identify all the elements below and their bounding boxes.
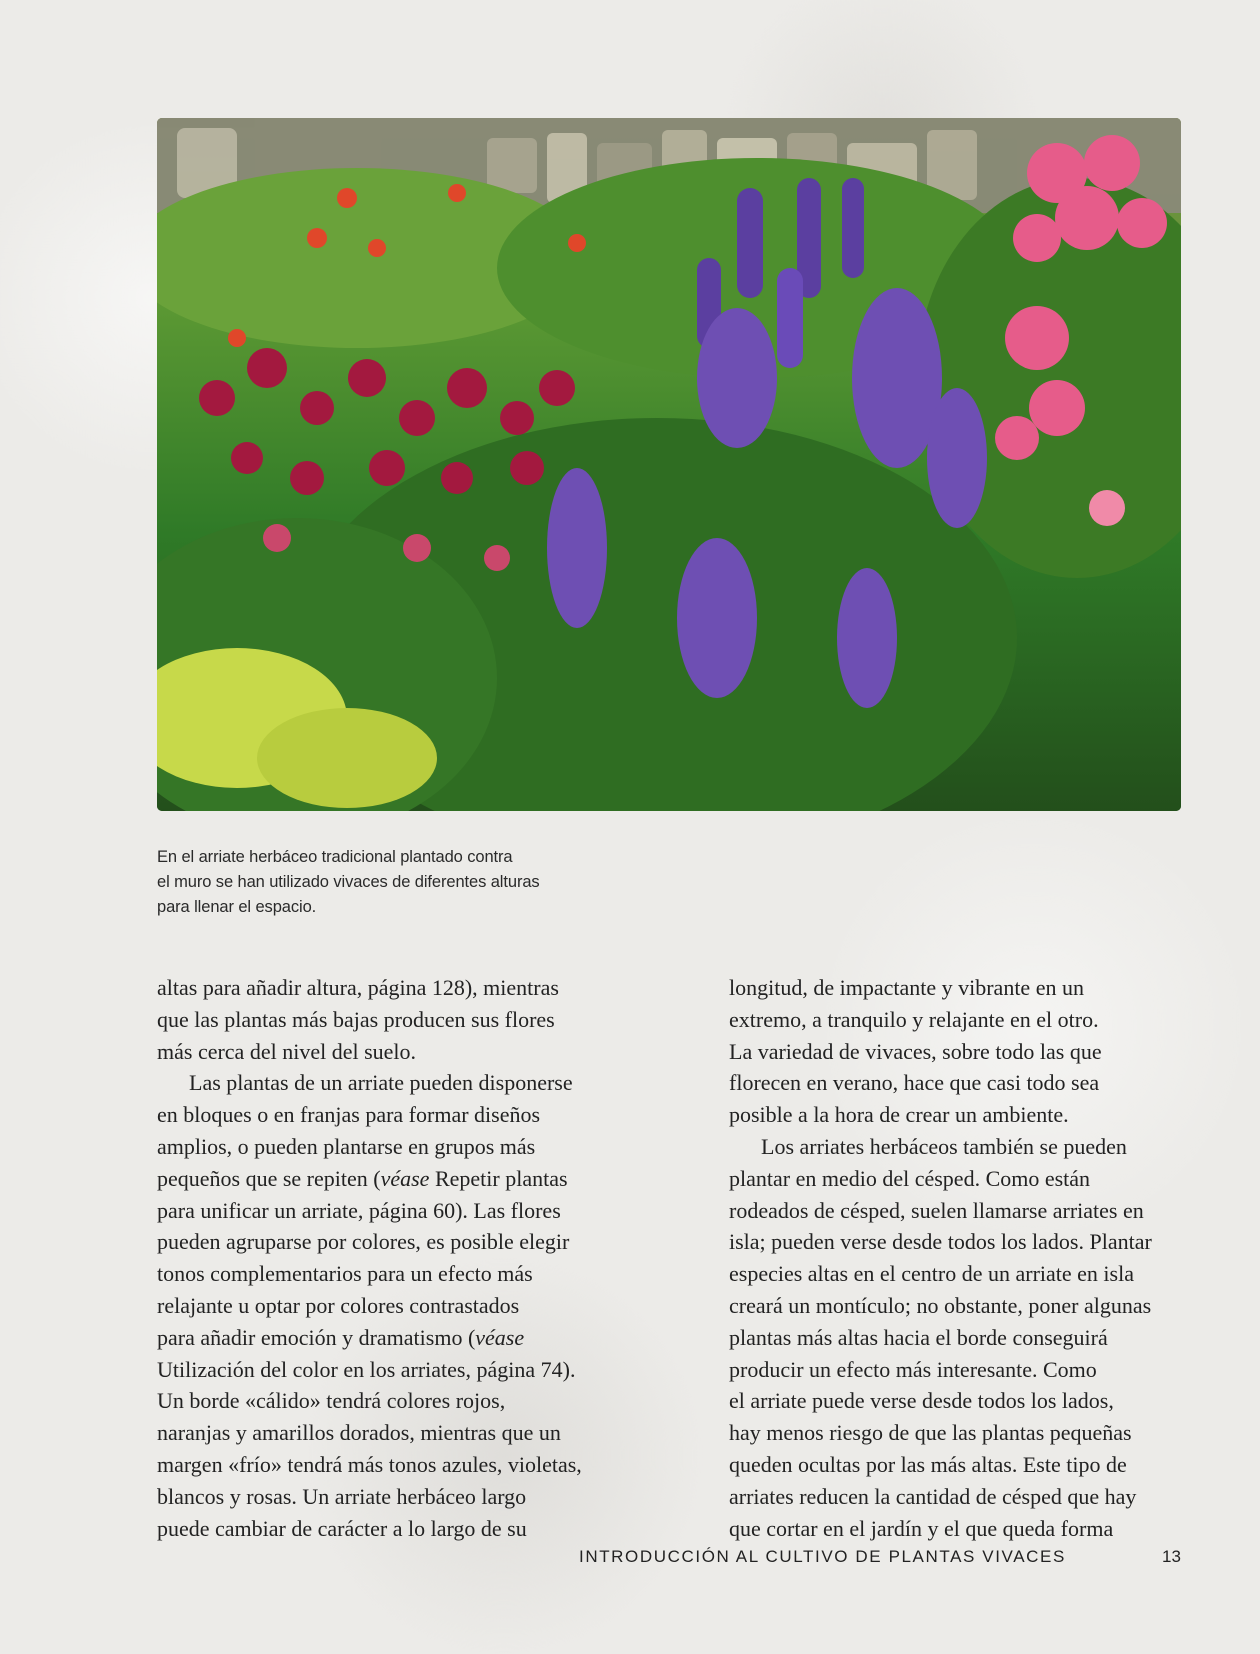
body-text-line: que las plantas más bajas producen sus flores [157,1006,555,1032]
page-number: 13 [1162,1547,1181,1566]
body-text-line: plantar en medio del césped. Como están [729,1165,1091,1191]
body-text-line: especies altas en el centro de un arriate en isla [729,1261,1134,1287]
caption-line: el muro se han utilizado vivaces de diferentes alturas [157,873,540,891]
text-run: Repetir plantas [429,1165,568,1191]
body-text-line: para unificar un arriate, página 60). Las flores [157,1197,561,1223]
body-text-line: el arriate puede verse desde todos los lados, [729,1388,1114,1414]
body-text-line: Utilización del color en los arriates, página 74). [157,1356,576,1382]
italic-word: véase [475,1324,525,1350]
body-text-line: La variedad de vivaces, sobre todo las que [729,1038,1102,1064]
body-text-line [157,1322,697,1354]
text-run: para añadir emoción y dramatismo ( [157,1324,476,1350]
body-text-line: rodeados de césped, suelen llamarse arriates en [729,1197,1144,1223]
body-text-line: Los arriates herbáceos también se pueden [761,1133,1127,1159]
body-text-line: altas para añadir altura, página 128), mientras [157,975,559,1000]
body-text-line: hay menos riesgo de que las plantas pequeñas [729,1420,1132,1446]
body-text-line: pueden agruparse por colores, es posible elegir [157,1229,570,1255]
italic-word: véase [380,1165,430,1191]
body-text-line: plantas más altas hacia el borde conseguirá [729,1324,1108,1350]
caption-line: para llenar el espacio. [157,898,317,916]
running-footer-title: INTRODUCCIÓN AL CULTIVO DE PLANTAS VIVACES [579,1547,1066,1566]
body-text-line: blancos y rosas. Un arriate herbáceo largo [157,1483,527,1509]
body-text-line: isla; pueden verse desde todos los lados. Plantar [729,1229,1152,1255]
body-text-line: naranjas y amarillos dorados, mientras que un [157,1420,561,1446]
photo-caption [157,845,617,920]
body-text-line: florecen en verano, hace que casi todo sea [729,1070,1100,1096]
caption-line: En el arriate herbáceo tradicional plantado contra [157,848,513,866]
body-text-line: puede cambiar de carácter a lo largo de su [157,1515,527,1541]
body-text-line: más cerca del nivel del suelo. [157,1038,417,1064]
garden-border-photo [157,118,1181,811]
text-run: pequeños que se repiten ( [157,1165,381,1191]
body-text-line: relajante u optar por colores contrastados [157,1292,520,1318]
garden-illustration [157,118,1181,811]
left-text-column [157,972,697,1544]
body-text-line: producir un efecto más interesante. Como [729,1356,1097,1382]
body-text-line: tonos complementarios para un efecto más [157,1261,533,1287]
body-text-line: arriates reducen la cantidad de césped que hay [729,1483,1137,1509]
body-text-line: margen «frío» tendrá más tonos azules, violetas, [157,1451,582,1477]
body-text-line: longitud, de impactante y vibrante en un [729,975,1084,1000]
body-text-line: Las plantas de un arriate pueden disponerse [189,1070,573,1096]
body-text-line: queden ocultas por las más altas. Este tipo de [729,1451,1127,1477]
right-text-column [729,972,1260,1544]
body-text-line: amplios, o pueden plantarse en grupos más [157,1133,536,1159]
body-text-line: en bloques o en franjas para formar diseños [157,1102,541,1128]
body-text-line: extremo, a tranquilo y relajante en el otro. [729,1006,1099,1032]
body-text-line: Un borde «cálido» tendrá colores rojos, [157,1388,506,1414]
body-text-line: que cortar en el jardín y el que queda forma [729,1515,1114,1541]
body-text-line [157,1163,697,1195]
body-text-line: posible a la hora de crear un ambiente. [729,1102,1069,1128]
body-text-line: creará un montículo; no obstante, poner algunas [729,1292,1152,1318]
